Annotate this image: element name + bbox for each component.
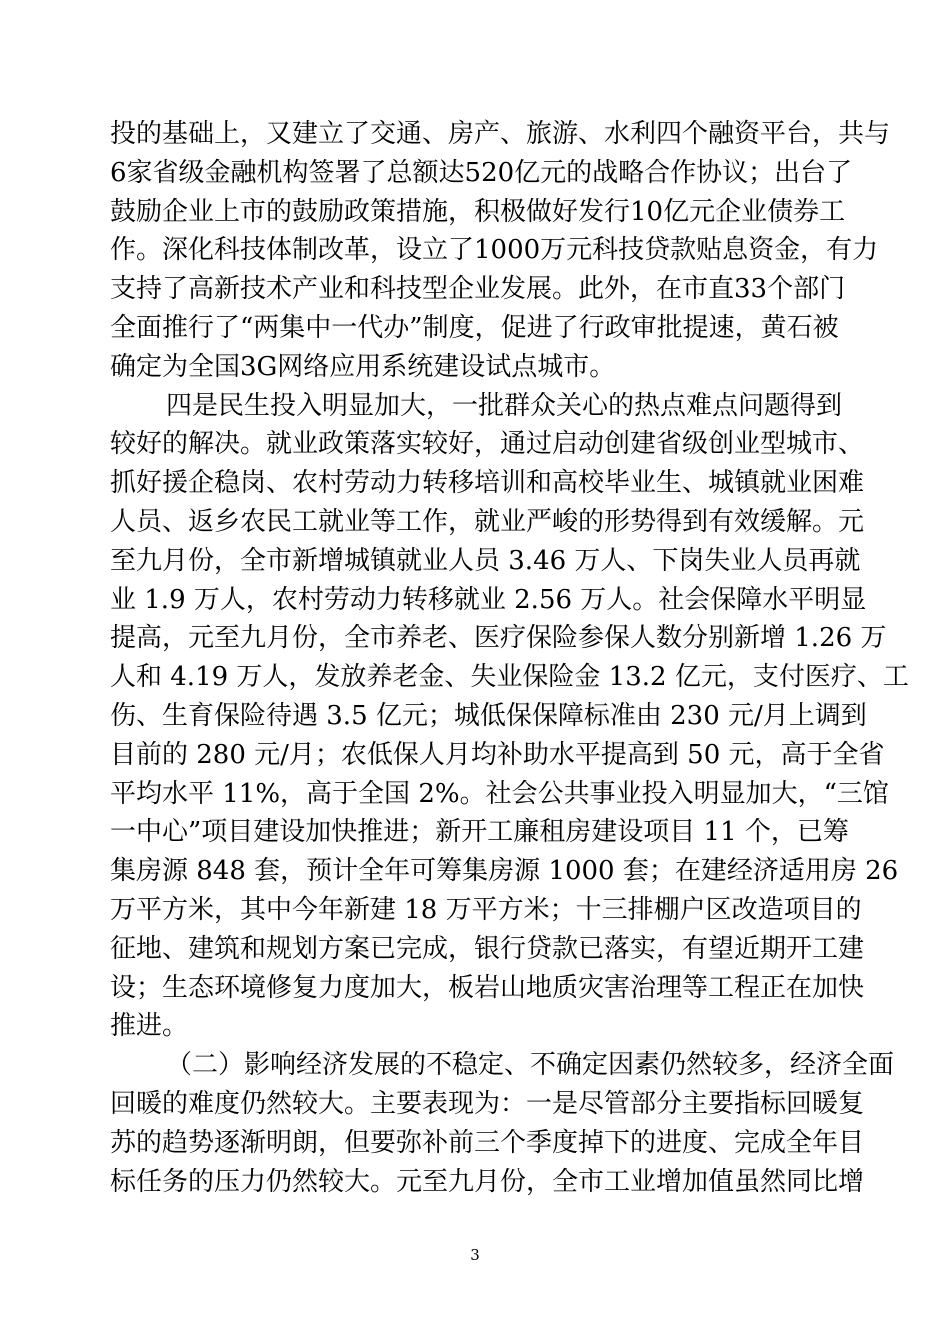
text-line: 万平方米，其中今年新建 18 万平方米；十三排棚户区改造项目的 bbox=[110, 894, 862, 925]
text-line: 6家省级金融机构签署了总额达520亿元的战略合作协议；出台了 bbox=[110, 157, 853, 188]
text-line: 抓好援企稳岗、农村劳动力转移培训和高校毕业生、城镇就业困难 bbox=[110, 468, 865, 499]
text-line: 作。深化科技体制改革，设立了1000万元科技贷款贴息资金，有力 bbox=[110, 235, 879, 266]
text-line: 目前的 280 元/月；农低保人月均补助水平提高到 50 元，高于全省 bbox=[110, 739, 885, 770]
text-line: 人和 4.19 万人，发放养老金、失业保险金 13.2 亿元，支付医疗、工 bbox=[110, 662, 909, 693]
document-body bbox=[110, 115, 909, 1201]
text-line: 集房源 848 套，预计全年可筹集房源 1000 套；在建经济适用房 26 bbox=[110, 856, 899, 887]
text-line: 业 1.9 万人，农村劳动力转移就业 2.56 万人。社会保障水平明显 bbox=[110, 584, 867, 615]
text-line: 投的基础上，又建立了交通、房产、旅游、水利四个融资平台，共与 bbox=[110, 119, 891, 149]
text-line: 回暖的难度仍然较大。主要表现为：一是尽管部分主要指标回暖复 bbox=[110, 1088, 865, 1119]
text-line: 全面推行了“两集中一代办”制度，促进了行政审批提速，黄石被 bbox=[110, 312, 839, 343]
text-line: 较好的解决。就业政策落实较好，通过启动创建省级创业型城市、 bbox=[110, 429, 865, 460]
text-line: 平均水平 11%，高于全国 2%。社会公共事业投入明显加大，“三馆 bbox=[110, 778, 889, 809]
text-line: 苏的趋势逐渐明朗，但要弥补前三个季度掉下的进度、完成全年目 bbox=[110, 1127, 865, 1158]
text-line: 提高，元至九月份，全市养老、医疗保险参保人数分别新增 1.26 万 bbox=[110, 623, 887, 654]
page-number: 3 bbox=[470, 1246, 480, 1264]
text-line: 支持了高新技术产业和科技型企业发展。此外，在市直33个部门 bbox=[110, 274, 846, 305]
text-line: 标任务的压力仍然较大。元至九月份，全市工业增加值虽然同比增 bbox=[110, 1166, 865, 1197]
text-line: 伤、生育保险待遇 3.5 亿元；城低保保障标准由 230 元/月上调到 bbox=[110, 700, 867, 731]
text-line: 一中心”项目建设加快推进；新开工廉租房建设项目 11 个，已筹 bbox=[110, 817, 849, 848]
text-line: 鼓励企业上市的鼓励政策措施，积极做好发行10亿元企业债券工 bbox=[110, 196, 846, 227]
text-line: 推进。 bbox=[110, 1011, 189, 1042]
text-line: 至九月份，全市新增城镇就业人员 3.46 万人、下岗失业人员再就 bbox=[110, 545, 861, 576]
paragraph-start-line: （二）影响经济发展的不稳定、不确定因素仍然较多，经济全面 bbox=[166, 1050, 895, 1081]
text-line: 确定为全国3G网络应用系统建设试点城市。 bbox=[110, 351, 616, 382]
text-line: 设；生态环境修复力度加大，板岩山地质灾害治理等工程正在加快 bbox=[110, 972, 865, 1003]
text-line: 人员、返乡农民工就业等工作，就业严峻的形势得到有效缓解。元 bbox=[110, 506, 865, 537]
paragraph-start-line: 四是民生投入明显加大，一批群众关心的热点难点问题得到 bbox=[166, 390, 843, 421]
text-line: 征地、建筑和规划方案已完成，银行贷款已落实，有望近期开工建 bbox=[110, 933, 865, 964]
